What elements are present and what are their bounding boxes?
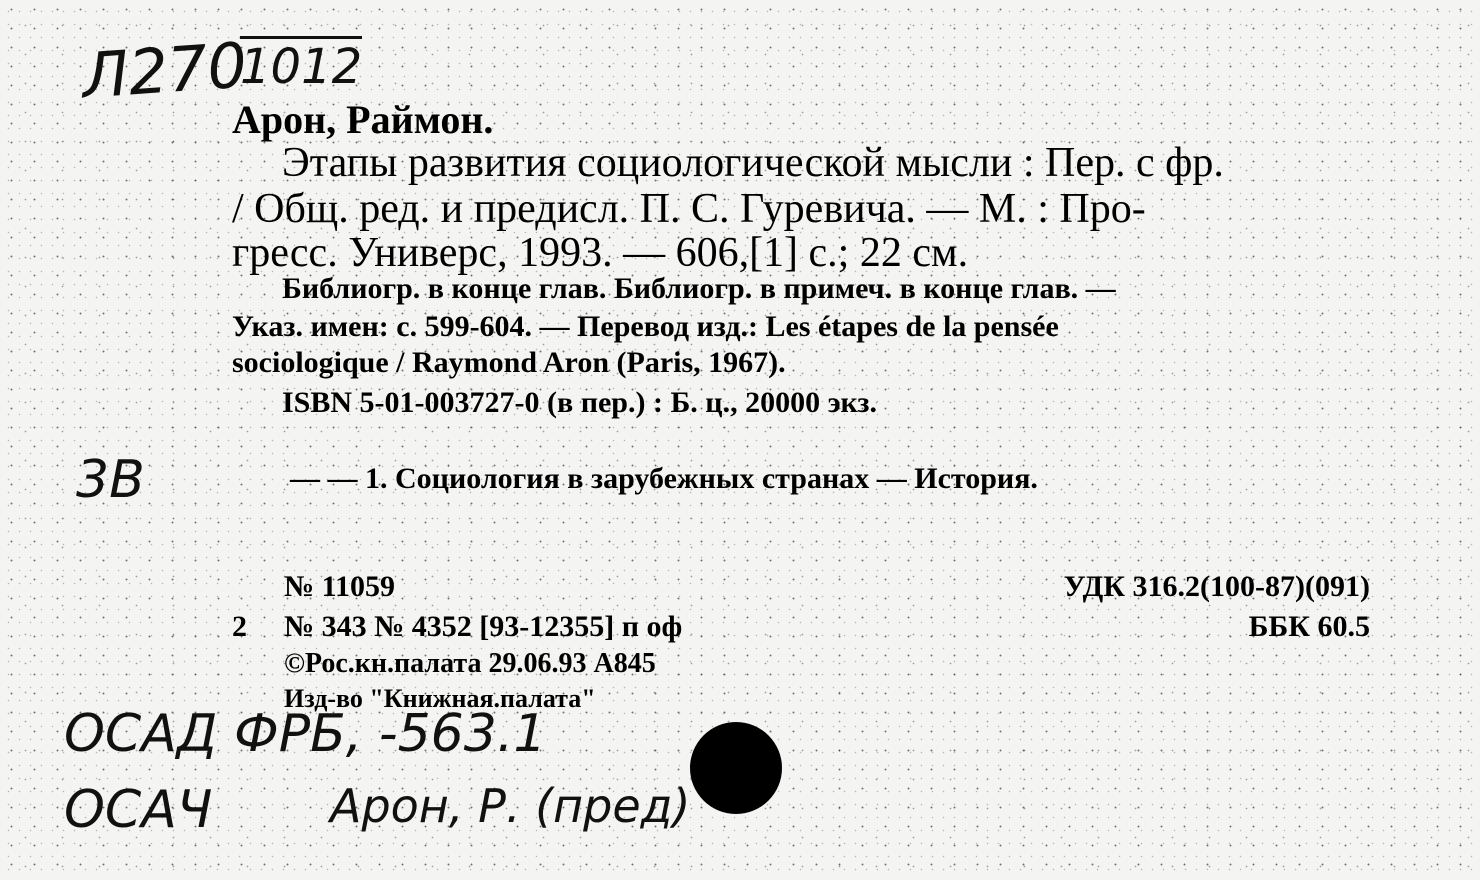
chamber-line: ©Рос.кн.палата 29.06.93 А845 (284, 648, 656, 679)
number-line: № 11059 (284, 570, 395, 603)
handwritten-location-line-1: ОСАД ФРБ, -563.1 (64, 704, 547, 764)
isbn-line: ISBN 5-01-003727-0 (в пер.) : Б. ц., 20000 экз. (282, 386, 877, 419)
author-heading: Арон, Раймон. (232, 97, 494, 142)
subject-heading: — — 1. Социология в зарубежных странах — История. (290, 462, 1038, 495)
handwritten-location-line-2: ОСАЧ (64, 780, 213, 840)
punch-hole (690, 722, 782, 814)
numbers-line: № 343 № 4352 [93-12355] п оф (284, 610, 683, 643)
publisher-line: Изд-во "Книжная.палата" (284, 684, 596, 713)
copies-prefix: 2 (232, 610, 247, 643)
bbk-code: ББК 60.5 (1248, 610, 1370, 643)
notes-line-2: Указ. имен: с. 599-604. — Перевод изд.: Les étapes de la pensée (232, 310, 1059, 343)
handwritten-call-number: Л270 (79, 28, 250, 113)
handwritten-subject-code: 3B (76, 450, 145, 510)
title-line-3: гресс. Универс, 1993. — 606,[1] с.; 22 см. (232, 230, 969, 276)
title-line-2: / Общ. ред. и предисл. П. С. Гуревича. — М. : Про- (232, 186, 1146, 232)
udk-code: УДК 316.2(100-87)(091) (1063, 570, 1370, 603)
handwritten-author-note: Арон, Р. (пред) (330, 779, 691, 833)
handwritten-call-number-extra: 1012 (240, 36, 362, 93)
notes-line-3: sociologique / Raymond Aron (Paris, 1967). (232, 346, 786, 379)
notes-line-1: Библиогр. в конце глав. Библиогр. в примеч. в конце глав. — (282, 272, 1116, 305)
title-line-1: Этапы развития социологической мысли : Пер. с фр. (282, 140, 1224, 186)
